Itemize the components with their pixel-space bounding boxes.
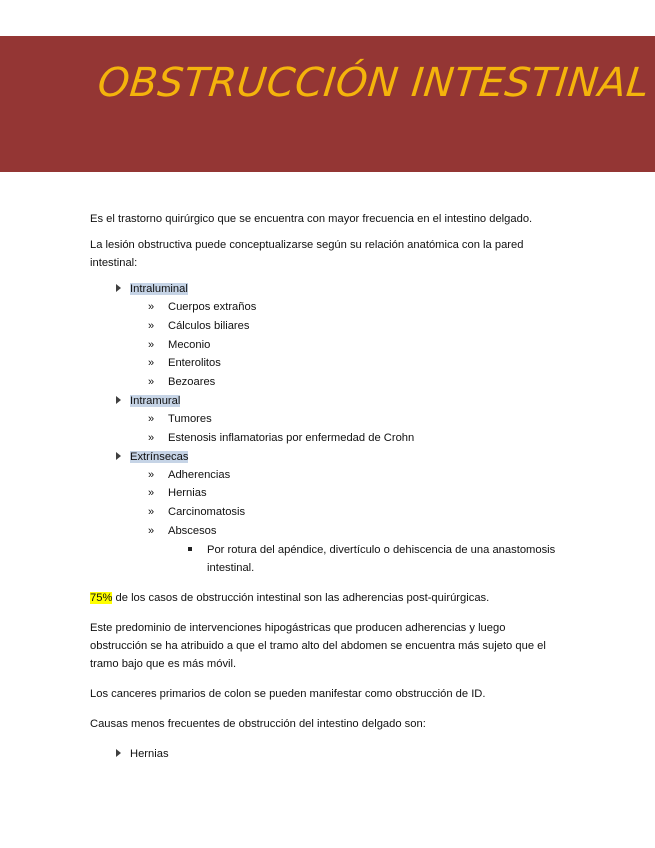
list-subitem: » Carcinomatosis bbox=[90, 503, 560, 522]
list-subitem: » Meconio bbox=[90, 336, 560, 355]
raquo-bullet-icon: » bbox=[148, 431, 155, 444]
classification-list bbox=[90, 280, 560, 577]
list-subitem: » Cuerpos extraños bbox=[90, 298, 560, 317]
stat-percent: 75% bbox=[90, 591, 113, 604]
list-item-extrinsecas bbox=[90, 448, 560, 466]
list-item-label: Intraluminal bbox=[130, 283, 188, 295]
list-subitem: » Enterolitos bbox=[90, 354, 560, 373]
triangle-bullet-icon bbox=[116, 284, 121, 292]
intro-paragraph-2: La lesión obstructiva puede conceptualizarse según su relación anatómica con la pared intestinal: bbox=[90, 239, 524, 269]
stat-text: de los casos de obstrucción intestinal son las adherencias post-quirúrgicas. bbox=[112, 591, 490, 604]
document-body bbox=[90, 210, 560, 775]
raquo-bullet-icon: » bbox=[148, 319, 155, 332]
list-item-label: Hernias bbox=[130, 747, 169, 760]
list-item-intraluminal bbox=[90, 280, 560, 298]
raquo-bullet-icon: » bbox=[148, 301, 155, 313]
raquo-bullet-icon: » bbox=[148, 357, 155, 370]
intro-paragraph-1: Es el trastorno quirúrgico que se encuentra con mayor frecuencia en el intestino delgado. bbox=[90, 213, 533, 225]
list-subitem: » Hernias bbox=[90, 484, 560, 503]
triangle-bullet-icon bbox=[116, 749, 121, 757]
raquo-bullet-icon: » bbox=[148, 506, 155, 519]
list-subitem: » Tumores bbox=[90, 410, 560, 429]
list-subsubitem: Por rotura del apéndice, divertículo o dehiscencia de una anastomosis intestinal. bbox=[90, 541, 560, 577]
raquo-bullet-icon: » bbox=[148, 524, 155, 537]
raquo-bullet-icon: » bbox=[148, 487, 155, 500]
body-paragraph-4: Los canceres primarios de colon se pueden manifestar como obstrucción de ID. bbox=[90, 687, 486, 700]
list-subitem: » Estenosis inflamatorias por enfermedad de Crohn bbox=[90, 429, 560, 448]
stats-paragraph bbox=[90, 589, 560, 607]
less-frequent-list bbox=[90, 745, 560, 763]
body-paragraph-5: Causas menos frecuentes de obstrucción del intestino delgado son: bbox=[90, 717, 426, 730]
list-item-hernias bbox=[90, 745, 560, 763]
raquo-bullet-icon: » bbox=[148, 412, 155, 425]
square-bullet-icon bbox=[188, 547, 192, 551]
raquo-bullet-icon: » bbox=[148, 376, 155, 389]
body-paragraph-3: Este predominio de intervenciones hipogástricas que producen adherencias y luego obstrucción se ha atribuido a que el tramo alto del abdomen se encuentra más sujeto que el tramo bajo que es más móvil. bbox=[90, 621, 546, 670]
list-item-label: Intramural bbox=[130, 394, 181, 407]
document-title: OBSTRUCCIÓN INTESTINAL bbox=[95, 60, 652, 106]
list-item-intramural bbox=[90, 392, 560, 410]
raquo-bullet-icon: » bbox=[148, 338, 155, 351]
list-subitem: » Adherencias bbox=[90, 466, 560, 485]
triangle-bullet-icon bbox=[116, 396, 121, 404]
list-subitem: » Abscesos bbox=[90, 522, 560, 541]
list-item-label: Extrínsecas bbox=[130, 450, 189, 463]
triangle-bullet-icon bbox=[116, 452, 121, 460]
list-subitem: » Bezoares bbox=[90, 373, 560, 392]
list-subitem: » Cálculos biliares bbox=[90, 317, 560, 336]
raquo-bullet-icon: » bbox=[148, 468, 155, 481]
